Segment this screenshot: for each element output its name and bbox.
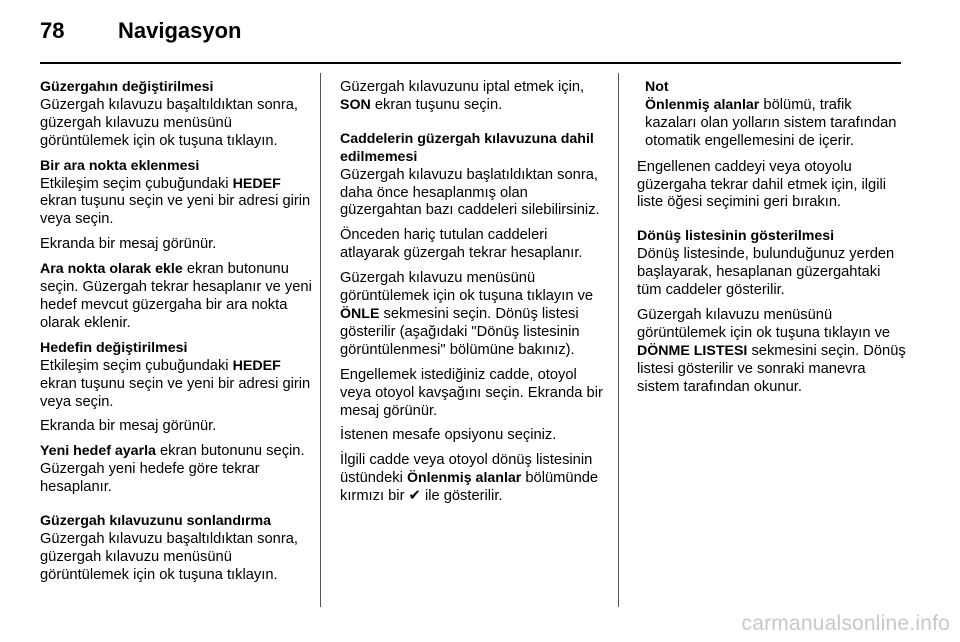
note-label: Not bbox=[645, 79, 669, 95]
paragraph: Güzergah kılavuzu başaltıldıktan sonra, güzergah kılavuzu menüsünü görüntülemek için ok tuşuna tıklayın. bbox=[40, 96, 298, 149]
watermark: carmanualsonline.info bbox=[741, 612, 950, 635]
paragraph: Önceden hariç tutulan caddeleri atlayarak güzergah tekrar hesaplanır. bbox=[340, 227, 583, 262]
column-3 bbox=[637, 79, 907, 404]
section-heading: Caddelerin güzergah kılavuzuna dahil edilmemesi bbox=[340, 130, 594, 165]
header-divider bbox=[40, 62, 901, 64]
section-heading: Dönüş listesinin gösterilmesi bbox=[637, 228, 835, 245]
column-divider bbox=[320, 73, 321, 607]
section-heading: Güzergahın değiştirilmesi bbox=[40, 79, 214, 95]
key-label: ÖNLE bbox=[340, 305, 380, 322]
page-number: 78 bbox=[40, 18, 65, 43]
key-label: HEDEF bbox=[232, 175, 281, 192]
paragraph: Güzergah kılavuzu başlatıldıktan sonra, daha önce hesaplanmış olan güzergahtan bazı caddeleri silebilirsiniz. bbox=[340, 166, 600, 219]
key-label: Önlenmiş alanlar bbox=[645, 96, 760, 113]
paragraph: İstenen mesafe opsiyonu seçiniz. bbox=[340, 427, 557, 444]
paragraph: Ekranda bir mesaj görünür. bbox=[40, 418, 217, 435]
paragraph: Ara nokta olarak ekle ekran butonunu seçin. Güzergah tekrar hesaplanır ve yeni hedef mevcut güzergaha bir ara nokta olarak eklenir. bbox=[40, 261, 312, 331]
section-heading: Bir ara nokta eklenmesi bbox=[40, 157, 200, 174]
checkmark-icon: ✔ bbox=[408, 488, 421, 505]
key-label: Ara nokta olarak ekle bbox=[40, 261, 183, 278]
paragraph: Güzergah kılavuzu başaltıldıktan sonra, güzergah kılavuzu menüsünü görüntülemek için ok tuşuna tıklayın. bbox=[40, 530, 298, 583]
key-label: SON bbox=[340, 96, 371, 113]
paragraph: Etkileşim seçim çubuğundaki HEDEF ekran tuşunu seçin ve yeni bir adresi girin veya seçin. bbox=[40, 357, 311, 410]
paragraph: Güzergah kılavuzunu iptal etmek için, SON ekran tuşunu seçin. bbox=[340, 79, 585, 113]
key-label: Yeni hedef ayarla bbox=[40, 443, 156, 460]
paragraph: Engellemek istediğiniz cadde, otoyol veya otoyol kavşağını seçin. Ekranda bir mesaj görünür. bbox=[340, 366, 603, 419]
note-text: Önlenmiş alanlar bölümü, trafik kazaları olan yolların sistem tarafından otomatik engellemesini de içerir. bbox=[645, 96, 897, 149]
column-2 bbox=[340, 79, 608, 513]
paragraph: Yeni hedef ayarla ekran butonunu seçin. Güzergah yeni hedefe göre tekrar hesaplanır. bbox=[40, 443, 305, 496]
page-title: Navigasyon bbox=[118, 18, 242, 43]
key-label: HEDEF bbox=[232, 357, 281, 374]
paragraph: Güzergah kılavuzu menüsünü görüntülemek için ok tuşuna tıklayın ve ÖNLE sekmesini seçin. Dönüş listesi gösterilir (aşağıdaki "Dönüş listesinin görüntülenmesi" bölümüne bakınız). bbox=[340, 270, 594, 358]
column-divider bbox=[618, 73, 619, 607]
paragraph: Güzergah kılavuzu menüsünü görüntülemek için ok tuşuna tıklayın ve DÖNME LISTESI sekmesini seçin. Dönüş listesi gösterilir ve sonraki manevra sistem tarafından okunur. bbox=[637, 306, 906, 395]
note-box bbox=[645, 79, 907, 151]
paragraph: İlgili cadde veya otoyol dönüş listesinin üstündeki Önlenmiş alanlar bölümünde kırmızı bir ✔ ile gösterilir. bbox=[340, 452, 599, 505]
paragraph: Engellenen caddeyi veya otoyolu güzergaha tekrar dahil etmek için, ilgili liste öğesi seçimini geri bırakın. bbox=[637, 158, 886, 211]
key-label: Önlenmiş alanlar bbox=[406, 470, 522, 487]
paragraph: Etkileşim seçim çubuğundaki HEDEF ekran tuşunu seçin ve yeni bir adresi girin veya seçin. bbox=[40, 175, 311, 228]
paragraph: Ekranda bir mesaj görünür. bbox=[40, 236, 217, 253]
paragraph: Dönüş listesinde, bulunduğunuz yerden başlayarak, hesaplanan güzergahtaki tüm caddeler gösterilir. bbox=[637, 246, 895, 299]
section-heading: Hedefin değiştirilmesi bbox=[40, 339, 188, 356]
section-heading: Güzergah kılavuzunu sonlandırma bbox=[40, 513, 271, 530]
column-1 bbox=[40, 79, 312, 592]
key-label: DÖNME LISTESI bbox=[637, 342, 748, 359]
